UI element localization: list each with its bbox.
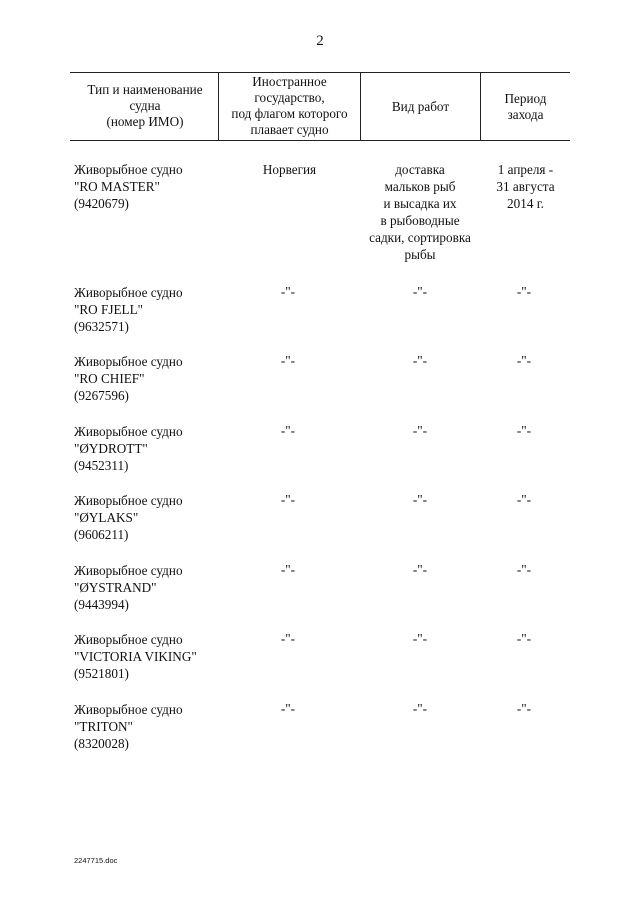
vessel-cell: Живорыбное судно "ØYSTRAND" (9443994) [74, 563, 183, 612]
work-type-cell: -"- [412, 701, 428, 716]
vessel-cell: Живорыбное судно "ØYLAKS" (9606211) [74, 493, 183, 542]
footer-filename: 2247715.doc [74, 856, 118, 865]
header-work-type: Вид работ [391, 99, 450, 114]
header-flag-state: Иностранное государство, под флагом которого плавает судно [231, 74, 348, 137]
table-top-border [70, 72, 570, 73]
period-cell: -"- [516, 423, 532, 438]
period-cell: -"- [516, 701, 532, 716]
work-type-cell: -"- [412, 492, 428, 507]
work-type-cell: -"- [412, 562, 428, 577]
header-period: Период захода [504, 91, 547, 122]
period-cell: -"- [516, 284, 532, 299]
vessel-cell: Живорыбное судно "RO MASTER" (9420679) [74, 162, 183, 211]
period-cell: -"- [516, 492, 532, 507]
flag-state-cell: -"- [280, 423, 296, 438]
page-number: 2 [316, 33, 324, 49]
work-type-cell: -"- [412, 353, 428, 368]
flag-state-cell: -"- [280, 631, 296, 646]
flag-state-cell: Норвегия [262, 162, 317, 177]
work-type-cell: -"- [412, 284, 428, 299]
vessel-cell: Живорыбное судно "ØYDROTT" (9452311) [74, 424, 183, 473]
period-cell: -"- [516, 562, 532, 577]
period-cell: -"- [516, 353, 532, 368]
flag-state-cell: -"- [280, 353, 296, 368]
work-type-cell: доставка мальков рыб и высадка их в рыбоводные садки, сортировка рыбы [369, 162, 471, 262]
vessel-cell: Живорыбное судно "RO FJELL" (9632571) [74, 285, 183, 334]
flag-state-cell: -"- [280, 492, 296, 507]
flag-state-cell: -"- [280, 284, 296, 299]
work-type-cell: -"- [412, 423, 428, 438]
flag-state-cell: -"- [280, 701, 296, 716]
vessel-cell: Живорыбное судно "TRITON" (8320028) [74, 702, 183, 751]
vessel-cell: Живорыбное судно "VICTORIA VIKING" (9521801) [74, 632, 197, 681]
period-cell: 1 апреля - 31 августа 2014 г. [496, 162, 555, 211]
flag-state-cell: -"- [280, 562, 296, 577]
vessel-cell: Живорыбное судно "RO CHIEF" (9267596) [74, 354, 183, 403]
work-type-cell: -"- [412, 631, 428, 646]
table-header-bottom-border [70, 140, 570, 141]
header-vessel: Тип и наименование судна (номер ИМО) [87, 82, 203, 129]
period-cell: -"- [516, 631, 532, 646]
